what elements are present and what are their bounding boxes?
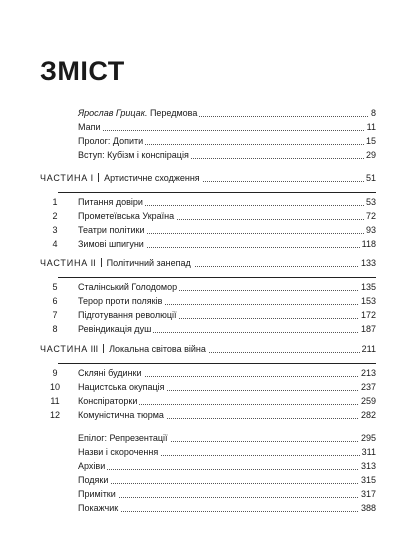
chapter-number: 2 [52,211,58,221]
part-word: ЧАСТИНА [40,258,89,268]
chapter-number: 1 [52,197,58,207]
chapter-title: Конспіраторки [78,396,138,406]
entry-page: 11 [366,122,376,132]
entry-label: Вступ: Кубізм і конспірація [78,150,189,160]
toc-chapter-10[interactable] [0,380,416,394]
section-divider [58,363,376,364]
toc-chapter-4[interactable] [0,237,416,251]
chapter-title: Питання довіри [78,197,143,207]
part-separator [101,258,102,267]
toc-chapter-8[interactable] [0,322,416,336]
part-separator [98,173,99,182]
chapter-number: 7 [52,310,58,320]
toc-chapter-2[interactable] [0,209,416,223]
dot-leader [78,497,374,498]
section-divider [58,192,376,193]
entry-page: 295 [360,433,376,443]
toc-part-3[interactable] [0,342,416,356]
entry-page: 313 [360,461,376,471]
chapter-title: Ревіндикація душ [78,324,152,334]
chapter-title: Зимові шпигуни [78,239,144,249]
part-title: Артистичне сходження [104,173,200,183]
toc-entry-index[interactable] [0,501,416,515]
entry-label: Епілог: Репрезентації [78,433,168,443]
toc-chapter-3[interactable] [0,223,416,237]
chapter-page: 153 [360,296,376,306]
entry-page: 388 [360,503,376,513]
entry-label: Назви і скорочення [78,447,159,457]
toc-part-1[interactable] [0,171,416,185]
part-word: ЧАСТИНА [40,173,89,183]
chapter-number: 9 [52,368,58,378]
toc-chapter-12[interactable] [0,408,416,422]
entry-label: Подяки [78,475,109,485]
toc-chapter-5[interactable] [0,280,416,294]
chapter-page: 187 [360,324,376,334]
chapter-number: 11 [50,396,60,406]
entry-label: Покажчик [78,503,119,513]
chapter-number: 12 [49,410,60,420]
entry-label: Передмова [147,108,198,118]
toc-chapter-1[interactable] [0,195,416,209]
part-numeral: III [90,344,99,354]
part-page: 51 [365,173,376,183]
entry-label: Мапи [78,122,101,132]
dot-leader [78,469,374,470]
part-word: ЧАСТИНА [40,344,89,354]
toc-chapter-6[interactable] [0,294,416,308]
chapter-title: Прометеївська Україна [78,211,175,221]
entry-page: 311 [361,447,376,457]
chapter-title: Скляні будинки [78,368,142,378]
entry-page: 317 [360,489,376,499]
part-page: 133 [360,258,376,268]
chapter-title: Сталінський Голодомор [78,282,178,292]
toc-title: ЗМІСТ [40,56,125,86]
toc-chapter-7[interactable] [0,308,416,322]
toc-part-2[interactable] [0,256,416,270]
toc-chapter-9[interactable] [0,366,416,380]
chapter-page: 237 [360,382,376,392]
dot-leader [78,483,374,484]
chapter-page: 282 [360,410,376,420]
part-separator [103,344,104,353]
chapter-page: 172 [360,310,376,320]
entry-label: Примітки [78,489,116,499]
toc-chapter-11[interactable] [0,394,416,408]
chapter-title: Підготування революції [78,310,177,320]
toc-entry-archives[interactable] [0,459,416,473]
entry-page: 8 [370,108,376,118]
chapter-number: 8 [52,324,58,334]
chapter-number: 10 [49,382,60,392]
chapter-page: 72 [365,211,376,221]
part-numeral: I [90,173,94,183]
entry-label: Пролог: Допити [78,136,144,146]
chapter-page: 213 [360,368,376,378]
toc-entry-notes[interactable] [0,487,416,501]
toc-entry-introduction[interactable] [0,148,416,162]
chapter-number: 6 [52,296,58,306]
chapter-page: 259 [360,396,376,406]
toc-entry-preface[interactable] [0,106,416,120]
toc-entry-epilogue[interactable] [0,431,416,445]
toc-entry-maps[interactable] [0,120,416,134]
toc-entry-acknowledgements[interactable] [0,473,416,487]
chapter-title: Терор проти поляків [78,296,163,306]
part-numeral: II [90,258,96,268]
entry-label: Архіви [78,461,106,471]
part-title: Політичний занепад [106,258,191,268]
chapter-page: 93 [365,225,376,235]
toc-entry-prologue[interactable] [0,134,416,148]
section-divider [58,277,376,278]
part-page: 211 [361,344,376,354]
chapter-title: Комуністична тюрма [78,410,164,420]
entry-page: 315 [360,475,376,485]
chapter-number: 5 [52,282,58,292]
chapter-number: 3 [52,225,58,235]
chapter-page: 135 [360,282,376,292]
chapter-title: Нацистська окупація [78,382,165,392]
toc-entry-abbreviations[interactable] [0,445,416,459]
dot-leader [78,511,374,512]
dot-leader [78,130,374,131]
entry-page: 15 [365,136,376,146]
chapter-page: 118 [361,239,376,249]
chapter-title: Театри політики [78,225,145,235]
chapter-number: 4 [52,239,58,249]
chapter-page: 53 [365,197,376,207]
part-title: Локальна світова війна [109,344,206,354]
entry-page: 29 [365,150,376,160]
entry-author: Ярослав Грицак. [78,108,148,118]
